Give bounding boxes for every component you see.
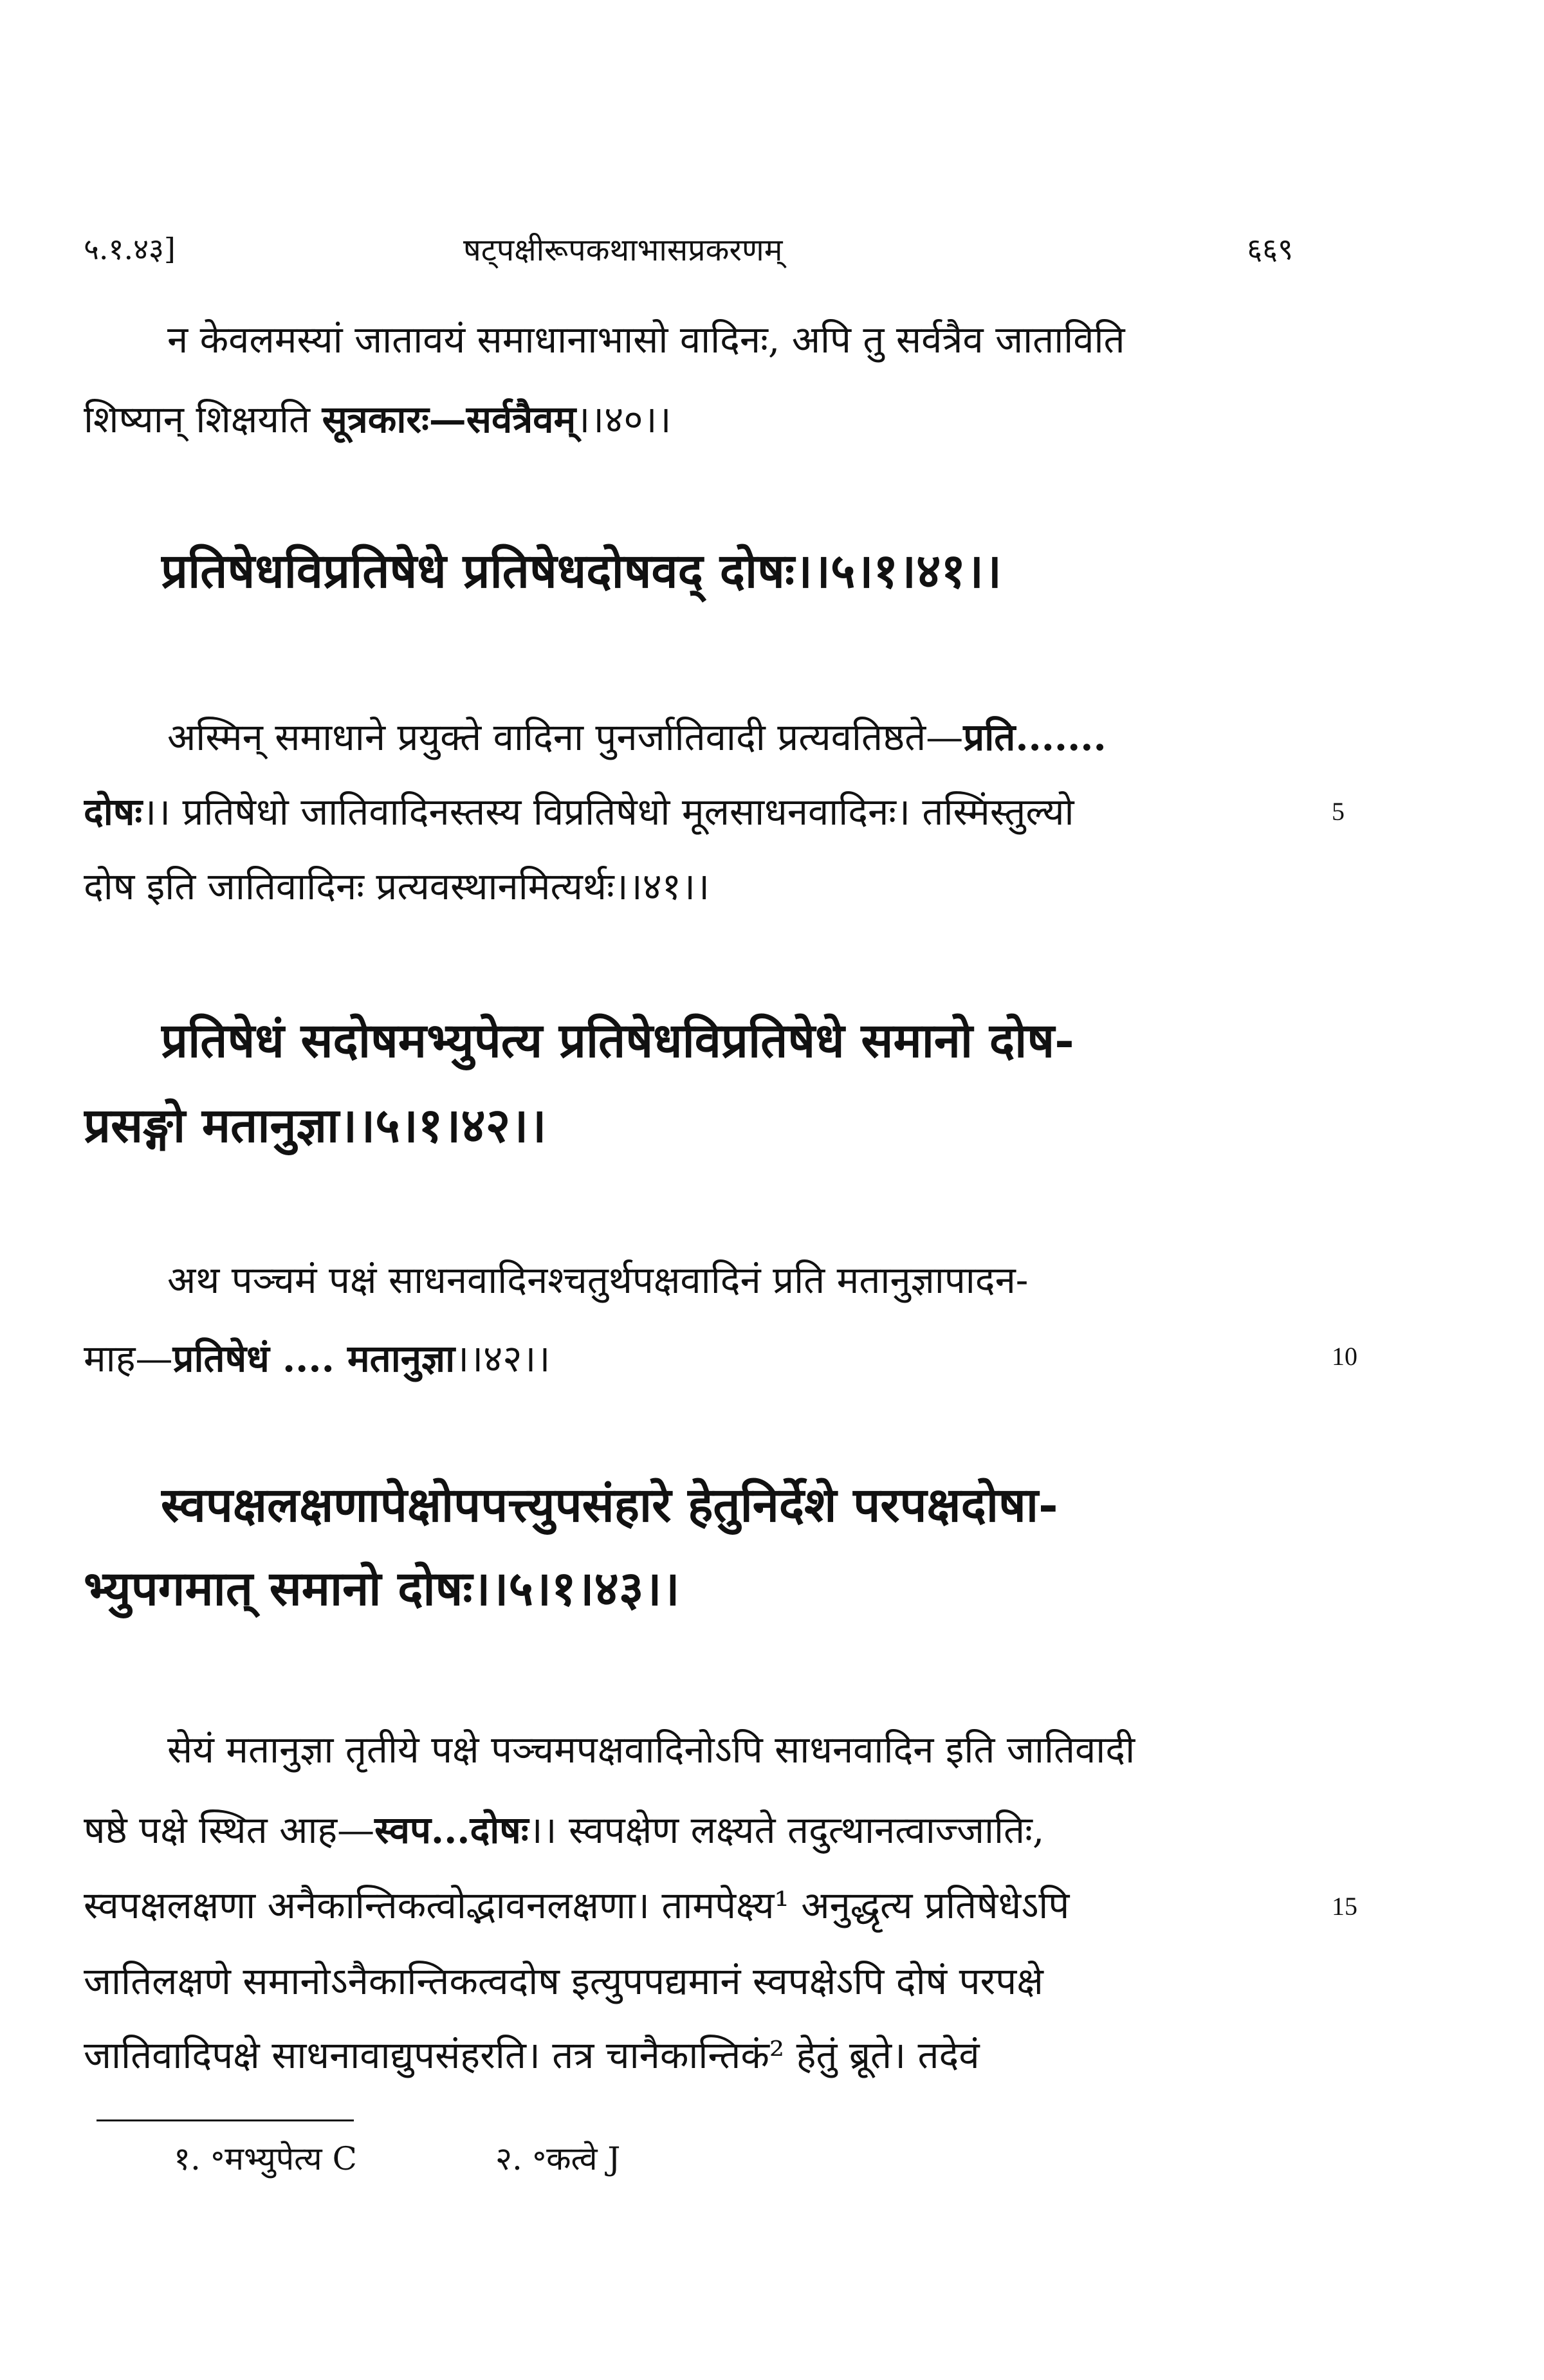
footnote: १. ॰मभ्युपेत्य C [174, 2140, 357, 2177]
commentary-text: माह— [84, 1337, 173, 1380]
commentary-line [84, 394, 1293, 448]
footnote: २. ॰कत्वे J [495, 2140, 621, 2177]
commentary-line [84, 1804, 1293, 1858]
sutra-heading [84, 1557, 1293, 1624]
commentary-text: ।। प्रतिषेधो जातिवादिनस्तस्य विप्रतिषेधो मूलसाधनवादिनः। तस्मिंस्तुल्यो [142, 790, 1074, 834]
commentary-text: स्वपक्षलक्षणा अनैकान्तिकत्वोद्भावनलक्षणा। तामपेक्ष्य¹ अनुद्धृत्य प्रतिषेधेऽपि [84, 1883, 1070, 1927]
commentary-line [84, 786, 1293, 840]
section-reference: ५.१.४३] [84, 232, 176, 266]
commentary-text: जातिवादिपक्षे साधनावाद्युपसंहरति। तत्र चानैकान्तिकं² हेतुं ब्रूते। तदेवं [84, 2033, 980, 2077]
commentary-line [167, 314, 1293, 368]
sutra-heading [161, 539, 1293, 606]
sutra-quote: स्वप...दोषः [374, 1808, 529, 1852]
commentary-text: दोष इति जातिवादिनः प्रत्यवस्थानमित्यर्थः।।४१।। [84, 865, 710, 908]
commentary-text: जातिलक्षणे समानोऽनैकान्तिकत्वदोष इत्युपपद्यमानं स्वपक्षेऽपि दोषं परपक्षे [84, 1959, 1043, 2003]
commentary-text: सेयं मतानुज्ञा तृतीये पक्षे पञ्चमपक्षवादिनोऽपि साधनवादिन इति जातिवादी [167, 1728, 1135, 1771]
commentary-line [84, 2029, 1293, 2083]
sutra-heading [161, 1473, 1293, 1540]
sutra-text: भ्युपगमात् समानो दोषः।।५।१।४३।। [84, 1561, 680, 1616]
commentary-text: न केवलमस्यां जातावयं समाधानाभासो वादिनः, अपि तु सर्वत्रैव जाताविति [167, 318, 1125, 362]
verse-number: ।।४०।। [576, 398, 672, 441]
sutra-text: प्रसङ्गो मतानुज्ञा।।५।१।४२।। [84, 1098, 547, 1153]
commentary-line [84, 1333, 1293, 1387]
running-header [84, 228, 1293, 280]
commentary-text: ।। स्वपक्षेण लक्ष्यते तदुत्थानत्वाज्जातिः, [528, 1808, 1045, 1852]
commentary-line [167, 711, 1293, 765]
footnote-rule [96, 2119, 354, 2121]
sutra-text: स्वपक्षलक्षणापेक्षोपपत्त्युपसंहारे हेतुनिर्देशे परपक्षदोषा- [161, 1478, 1058, 1533]
commentary-text: शिष्यान् शिक्षयति [84, 398, 322, 441]
sutra-heading [84, 1094, 1293, 1160]
verse-number: ।।४२।। [455, 1337, 551, 1380]
commentary-line [167, 1724, 1293, 1778]
commentary-line [84, 861, 1293, 915]
sutra-quote: प्रति....... [963, 715, 1107, 759]
sutra-heading [161, 1009, 1293, 1076]
page-number: ६६९ [1247, 232, 1293, 266]
line-number: 10 [1332, 1342, 1357, 1371]
sutra-quote: दोषः [84, 790, 143, 834]
sutra-text: प्रतिषेधं सदोषमभ्युपेत्य प्रतिषेधविप्रतिषेधे समानो दोष- [161, 1013, 1074, 1068]
sutra-text: प्रतिषेधविप्रतिषेधे प्रतिषेधदोषवद् दोषः।।५।१।४१।। [161, 544, 1002, 599]
commentary-line [84, 1955, 1293, 2009]
commentary-text: अस्मिन् समाधाने प्रयुक्ते वादिना पुनर्जातिवादी प्रत्यवतिष्ठते— [167, 715, 964, 759]
sutra-quote: प्रतिषेधं .... मतानुज्ञा [172, 1337, 455, 1380]
line-number: 15 [1332, 1892, 1357, 1921]
line-number: 5 [1332, 797, 1345, 826]
commentary-line [84, 1880, 1293, 1934]
commentary-line [167, 1254, 1293, 1308]
commentary-text: षष्ठे पक्षे स्थित आह— [84, 1808, 375, 1852]
chapter-title: षट्पक्षीरूपकथाभासप्रकरणम् [463, 232, 783, 268]
commentary-text: अथ पञ्चमं पक्षं साधनवादिनश्चतुर्थपक्षवादिनं प्रति मतानुज्ञापादन- [167, 1258, 1029, 1302]
sutra-quote: सूत्रकारः—सर्वत्रैवम् [322, 398, 576, 441]
